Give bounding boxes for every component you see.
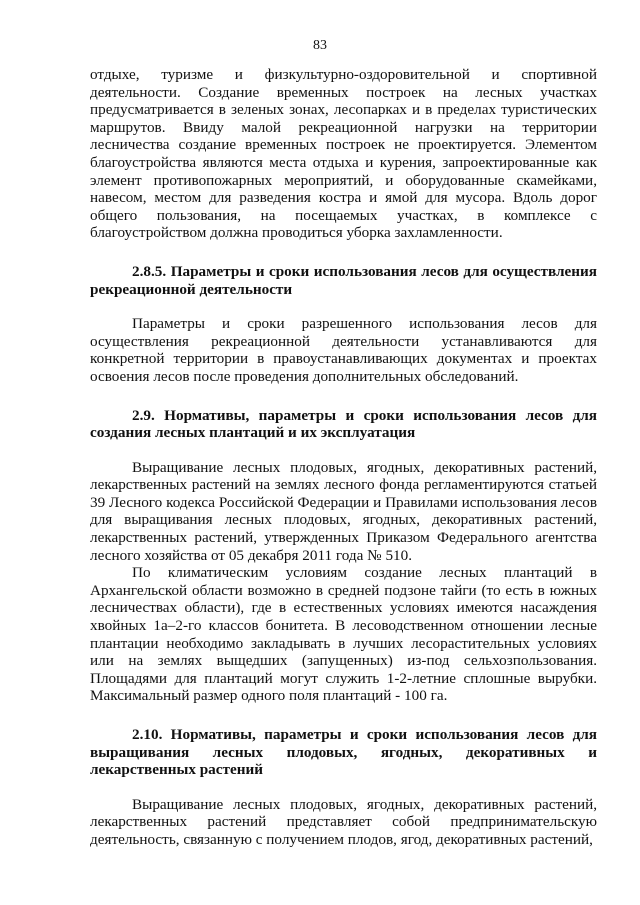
paragraph-plantations-regulation: Выращивание лесных плодовых, ягодных, декоративных растений, лекарственных растений на землях лесного фонда регламентируются статьей 39 Лесного кодекса Российской Федерации и Правилами использования лесов для выращивания лесных плодовых, ягодных, декоративных растений, лекарственных растений, утвержденных Приказом Федерального агентства лесного хозяйства от 05 декабря 2011 года № 510. <box>90 458 597 564</box>
page-number: 83 <box>313 38 327 53</box>
section-heading-2-9: 2.9. Нормативы, параметры и сроки использования лесов для создания лесных плантаций и их эксплуатация <box>90 406 597 442</box>
section-heading-2-10: 2.10. Нормативы, параметры и сроки использования лесов для выращивания лесных плодовых, ягодных, декоративных и лекарственных растений <box>90 726 597 779</box>
section-heading-2-8-5: 2.8.5. Параметры и сроки использования лесов для осуществления рекреационной деятельности <box>90 262 597 298</box>
document-body <box>90 66 597 849</box>
paragraph-plantations-conditions: По климатическим условиям создание лесных плантаций в Архангельской области возможно в средней подзоне тайги (то есть в южных лесничествах области), где в естественных условиях имеются насаждения хвойных 1а–2-го классов бонитета. В лесоводственном отношении лесные плантации необходимо закладывать в лучших лесорастительных условиях или на землях выщедших (запущенных) из-под сельхозпользования. Площадями для плантаций могут служить 1-2-летние сплошные вырубки. Максимальный размер одного поля плантаций - 100 га. <box>90 564 597 705</box>
paragraph-recreation-parameters: Параметры и сроки разрешенного использования лесов для осуществления рекреационной деятельности устанавливаются для конкретной территории в правоустанавливающих документах и проектах освоения лесов после проведения дополнительных обследований. <box>90 315 597 385</box>
paragraph-recreation-continued: отдыхе, туризме и физкультурно-оздоровительной и спортивной деятельности. Создание временных построек на лесных участках предусматривается в зеленых зонах, лесопарках и в пределах туристических маршрутов. Ввиду малой рекреационной нагрузки на территории лесничества создание временных построек не проектируется. Элементом благоустройства являются места отдыха и курения, запроектированные как элемент противопожарных мероприятий, и оборудованные скамейками, навесом, местом для разведения костра и ямой для мусора. Вдоль дорог общего пользования, на посещаемых участках, в комплексе с благоустройством должна проводиться уборка захламленности. <box>90 66 597 242</box>
paragraph-cultivation-activity: Выращивание лесных плодовых, ягодных, декоративных растений, лекарственных растений представляет собой предпринимательскую деятельность, связанную с получением плодов, ягод, декоративных растений, <box>90 795 597 848</box>
